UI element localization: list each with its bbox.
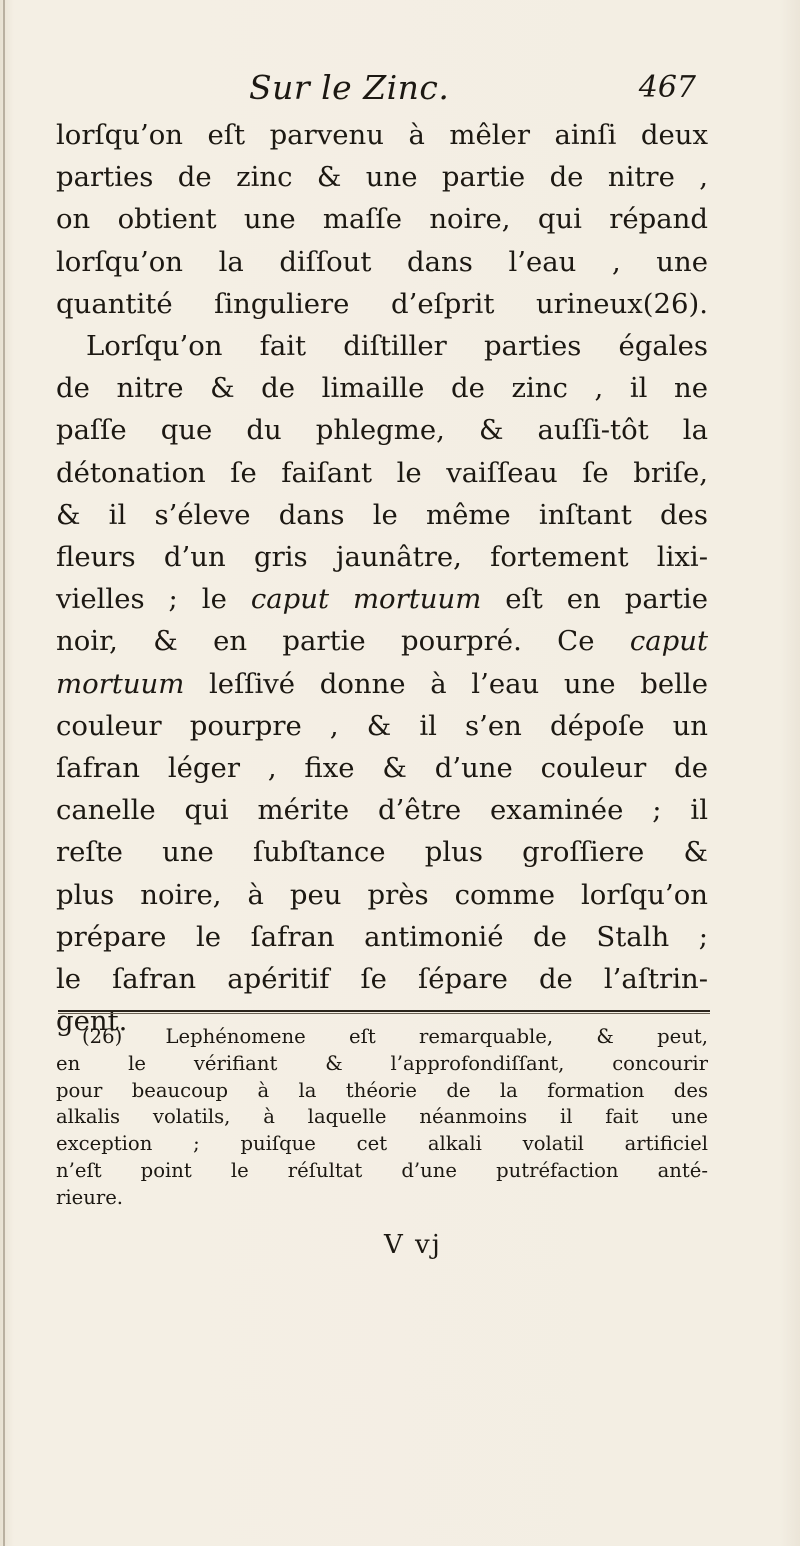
text-line: ſafran léger , fixe & d’une couleur de <box>56 752 708 785</box>
text-line: le ſafran apéritif ſe ſépare de l’aſtrin- <box>56 963 708 996</box>
text-line: couleur pourpre , & il s’en dépoſe un <box>56 709 708 742</box>
text-line: canelle qui mérite d’être examinée ; il <box>56 794 708 827</box>
footnote-line: (26) Lephénomene eſt remarquable, & peut, <box>82 1025 708 1048</box>
footnote-separator-rule <box>58 1010 710 1014</box>
footnote-line: en le vérifiant & l’approfondiſſant, concourir <box>56 1051 708 1075</box>
text-line: lorſqu’on la diſſout dans l’eau , une <box>56 245 708 278</box>
signature-mark: V vj <box>384 1230 442 1260</box>
text-line: Lorſqu’on fait diſtiller parties égales <box>86 330 708 363</box>
text-line: reſte une ſubſtance plus groſſiere & <box>56 836 708 869</box>
footnote <box>56 1024 708 1212</box>
text-line: parties de zinc & une partie de nitre , <box>56 161 708 194</box>
page-number: 467 <box>638 70 696 105</box>
text-line: gent. <box>56 1005 128 1038</box>
main-text <box>56 114 708 1042</box>
footnote-line: alkalis volatils, à laquelle néanmoins il fait une <box>56 1105 708 1129</box>
text-line: & il s’éleve dans le même inſtant des <box>56 498 708 531</box>
text-line: vielles ; le caput mortuum eſt en partie <box>56 583 708 616</box>
running-title: Sur le Zinc. <box>249 68 450 107</box>
text-line: fleurs d’un gris jaunâtre, fortement lixi- <box>56 541 708 574</box>
text-line: quantité ſinguliere d’eſprit urineux(26). <box>56 287 708 320</box>
text-line: paſſe que du phlegme, & auſſi-tôt la <box>56 414 708 447</box>
footnote-line: pour beaucoup à la théorie de la formation des <box>56 1078 708 1102</box>
footnote-line: n’eſt point le réſultat d’une putréfaction anté- <box>56 1158 708 1182</box>
text-line: mortuum leſſivé donne à l’eau une belle <box>56 667 708 700</box>
text-line: on obtient une maſſe noire, qui répand <box>56 203 708 236</box>
page-gutter-edge <box>3 0 5 1546</box>
text-line: plus noire, à peu près comme lorſqu’on <box>56 878 708 911</box>
page-header <box>56 68 696 116</box>
text-line: noir, & en partie pourpré. Ce caput <box>56 625 708 658</box>
footnote-line: exception ; puiſque cet alkali volatil artificiel <box>56 1132 708 1156</box>
text-line: détonation ſe faiſant le vaiſſeau ſe briſe, <box>56 456 708 489</box>
text-line: de nitre & de limaille de zinc , il ne <box>56 372 708 405</box>
text-line: prépare le ſafran antimonié de Stalh ; <box>56 920 708 953</box>
text-line: lorſqu’on eſt parvenu à mêler ainſi deux <box>56 119 708 151</box>
footnote-line: rieure. <box>56 1185 124 1209</box>
